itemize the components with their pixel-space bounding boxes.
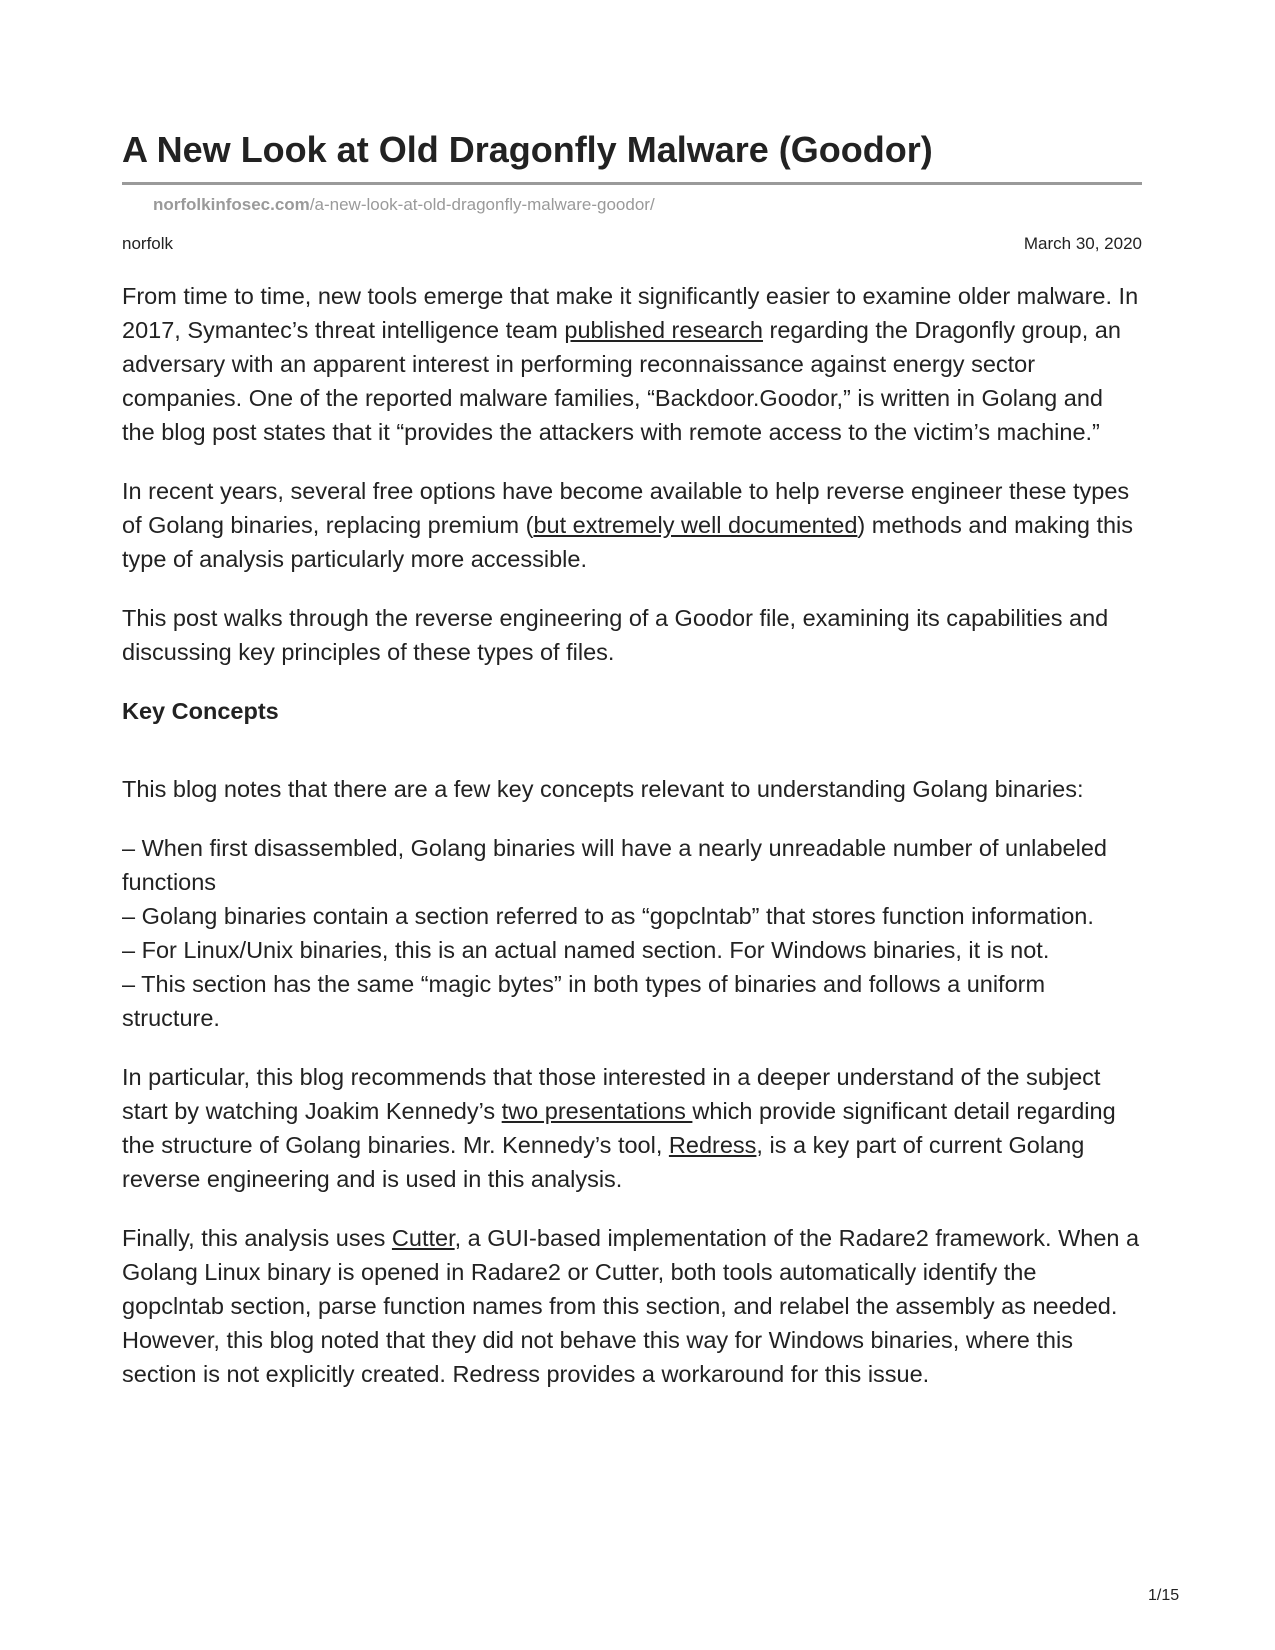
paragraph-text: Finally, this analysis uses	[122, 1225, 392, 1251]
author-name: norfolk	[122, 234, 174, 253]
article-body	[122, 279, 1142, 1416]
well-documented-link[interactable]: but extremely well documented	[533, 512, 858, 538]
paragraph-text: , is a key part of current Golang reverse engineering and is used in this analysis.	[122, 1132, 1085, 1192]
paragraph-text: From time to time, new tools emerge that make it significantly easier to examine older malware. In 2017, Symantec’s threat intelligence team	[122, 283, 1139, 343]
source-url-path: /a-new-look-at-old-dragonfly-malware-goodor/	[309, 195, 655, 214]
source-url	[153, 195, 655, 215]
list-item: – When first disassembled, Golang binaries will have a nearly unreadable number of unlabeled functions	[122, 835, 1107, 895]
source-url-domain: norfolkinfosec.com	[153, 195, 310, 214]
cutter-link[interactable]: Cutter	[391, 1225, 455, 1251]
paragraph-text: In particular, this blog recommends that those interested in a deeper understand of the subject start by watching Joakim Kennedy’s	[122, 1064, 1101, 1124]
paragraph-text: In recent years, several free options have become available to help reverse engineer these types of Golang binaries, replacing premium (	[122, 478, 1130, 538]
section-heading-key-concepts: Key Concepts	[122, 698, 279, 724]
paragraph-intro	[122, 279, 1142, 449]
key-concepts-list	[122, 831, 1142, 1035]
paragraph-text: ) methods and making this type of analysis particularly more accessible.	[122, 512, 1134, 572]
paragraph-text: which provide significant detail regarding the structure of Golang binaries. Mr. Kennedy’s tool,	[122, 1098, 1116, 1158]
list-item: – Golang binaries contain a section referred to as “gopclntab” that stores function information.	[122, 903, 1094, 929]
redress-link[interactable]: Redress	[668, 1132, 757, 1158]
article-title: A New Look at Old Dragonfly Malware (Goodor)	[122, 129, 933, 170]
byline	[122, 234, 1142, 254]
paragraph-text: , a GUI-based implementation of the Radare2 framework. When a Golang Linux binary is opened in Radare2 or Cutter, both tools automatically identify the gopclntab section, parse function names from this section, and relabel the assembly as needed. However, this blog noted that they did not behave this way for Windows binaries, where this section is not explicitly created. Redress provides a workaround for this issue.	[122, 1225, 1140, 1387]
paragraph-post-overview: This post walks through the reverse engineering of a Goodor file, examining its capabilities and discussing key principles of these types of files.	[122, 605, 1109, 665]
list-item: – This section has the same “magic bytes” in both types of binaries and follows a uniform structure.	[122, 971, 1046, 1031]
page-number: 1/15	[1148, 1587, 1180, 1604]
list-item: – For Linux/Unix binaries, this is an actual named section. For Windows binaries, it is not.	[122, 937, 1050, 963]
paragraph-free-options	[122, 474, 1142, 576]
paragraph-key-concepts-intro: This blog notes that there are a few key concepts relevant to understanding Golang binaries:	[122, 776, 1084, 802]
paragraph-cutter	[122, 1221, 1142, 1391]
published-research-link[interactable]: published research	[564, 317, 763, 343]
two-presentations-link[interactable]: two presentations	[501, 1098, 693, 1124]
title-divider	[122, 182, 1142, 185]
publish-date: March 30, 2020	[1023, 234, 1142, 253]
paragraph-recommendation	[122, 1060, 1142, 1196]
paragraph-text: regarding the Dragonfly group, an adversary with an apparent interest in performing reconnaissance against energy sector companies. One of the reported malware families, “Backdoor.Goodor,” is written in Golang and the blog post states that it “provides the attackers with remote access to the victim’s machine.”	[122, 317, 1121, 445]
